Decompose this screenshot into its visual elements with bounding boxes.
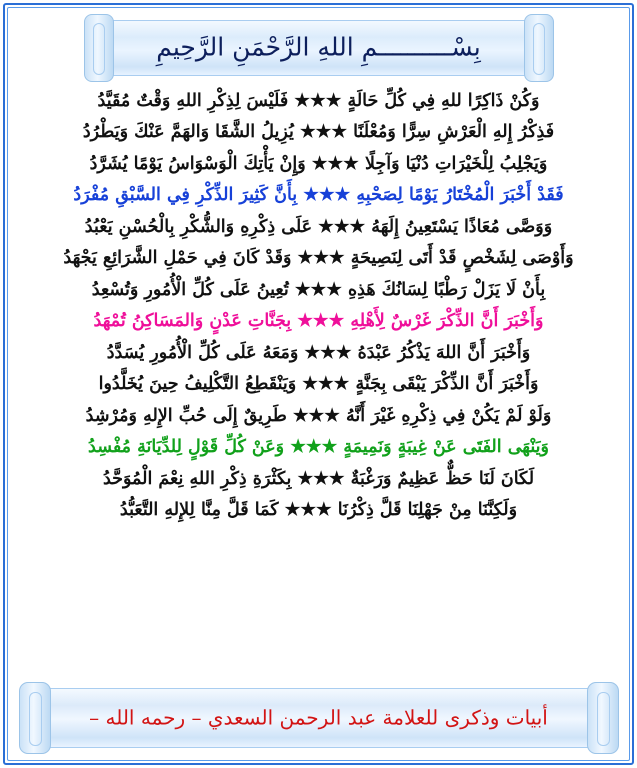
- attribution-text: أبيات وذكرى للعلامة عبد الرحمن السعدي – رحمه الله –: [89, 705, 548, 730]
- poem-verse: وَأَوْصَى لِشَخْصٍ قَدْ أَتَى لِنَصِيحَةٍ ★★★ وَقَدْ كَانَ فِي حَمْلِ الشَّرَائِعِ يَجْهَدُ: [63, 248, 574, 269]
- basmala-text: بِسْــــــــــمِ اللهِ الرَّحْمَنِ الرَّحِيمِ: [156, 32, 481, 62]
- poem-verse: وَأَخْبَرَ أَنَّ اللهَ يَذْكُرُ عَبْدَهُ ★★★ وَمَعَهُ عَلَى كُلِّ الْأُمُورِ يُسَدَّدُ: [106, 342, 531, 363]
- poem-verse: بِأَنْ لَا يَزَلْ رَطْبًا لِسَانُكَ هَذِهِ ★★★ تُعِينُ عَلَى كُلِّ الْأُمُورِ وَتُسْعِدُ: [91, 279, 546, 300]
- poem-verse: وَيَنْهَى الفَتَى عَنْ غِيبَةٍ وَنَمِيمَةٍ ★★★ وَعَنْ كُلِّ قَوْلٍ لِلدِّيَانَةِ مُفْسِدُ: [88, 437, 549, 458]
- poem-body: [14, 88, 623, 672]
- poem-verse: وَأَخْبَرَ أَنَّ الذِّكْرَ يَبْقَى بِجَنَّةٍ ★★★ وَيَنْقَطِعُ التَّكْلِيفُ حِينَ يُخَلَّدُوا: [98, 374, 539, 395]
- basmala-banner: [84, 14, 554, 82]
- poem-verse: فَذِكْرُ إِلهِ الْعَرْشِ سِرًّا وَمُعْلَنًا ★★★ يُزِيلُ الشَّقَا وَالهَمَّ عَنْكَ وَيَطْرُدُ: [82, 122, 555, 143]
- poem-verse: وَوَصَّى مُعَاذًا يَسْتَعِينُ إِلَهَهُ ★★★ عَلَى ذِكْرِهِ وَالشُّكْرِ بِالْحُسْنِ يَعْبُدُ: [84, 216, 553, 237]
- attribution-banner: [19, 682, 619, 754]
- poem-verse: لَكَانَ لَنَا حَظٌّ عَظِيمٌ وَرَغْبَةٌ ★★★ بِكَثْرَةِ ذِكْرِ اللهِ نِعْمَ الْمُوَحَّدُ: [102, 468, 535, 489]
- poem-verse: وَلَوْ لَمْ يَكُنْ فِي ذِكْرِهِ غَيْرَ أَنَّهُ ★★★ طَرِيقٌ إِلَى حُبِّ الإِلهِ وَمُرْشِدُ: [85, 405, 552, 426]
- poem-verse: وَأَخْبَرَ أَنَّ الذِّكْرَ غَرْسٌ لِأَهْلِهِ ★★★ بِجَنَّاتِ عَدْنٍ وَالمَسَاكِنُ تُمْهَدُ: [93, 311, 544, 332]
- poem-verse: وَكُنْ ذَاكِرًا للهِ فِي كُلِّ حَالَةٍ ★★★ فَلَيْسَ لِذِكْرِ اللهِ وَقْتٌ مُقَيَّدُ: [97, 91, 540, 111]
- poem-verse: وَلَكِنَّنَا مِنْ جَهْلِنَا قَلَّ ذِكْرُنَا ★★★ كَمَا قَلَّ مِنَّا لِلإِلهِ التَّعَبُّدُ: [119, 500, 518, 521]
- poem-verse: وَيَجْلِبُ لِلْخَيْرَاتِ دُنْيَا وَآجِلًا ★★★ وَإِنْ يَأْتِكَ الْوَسْوَاسُ يَوْمًا يُشَرَّدُ: [89, 153, 548, 174]
- poem-verse: فَقَدْ أَخْبَرَ الْمُخْتَارُ يَوْمًا لِصَحْبِهِ ★★★ بِأَنَّ كَثِيرَ الذِّكْرِ فِي السَّبْقِ مُفْرَدُ: [73, 185, 564, 206]
